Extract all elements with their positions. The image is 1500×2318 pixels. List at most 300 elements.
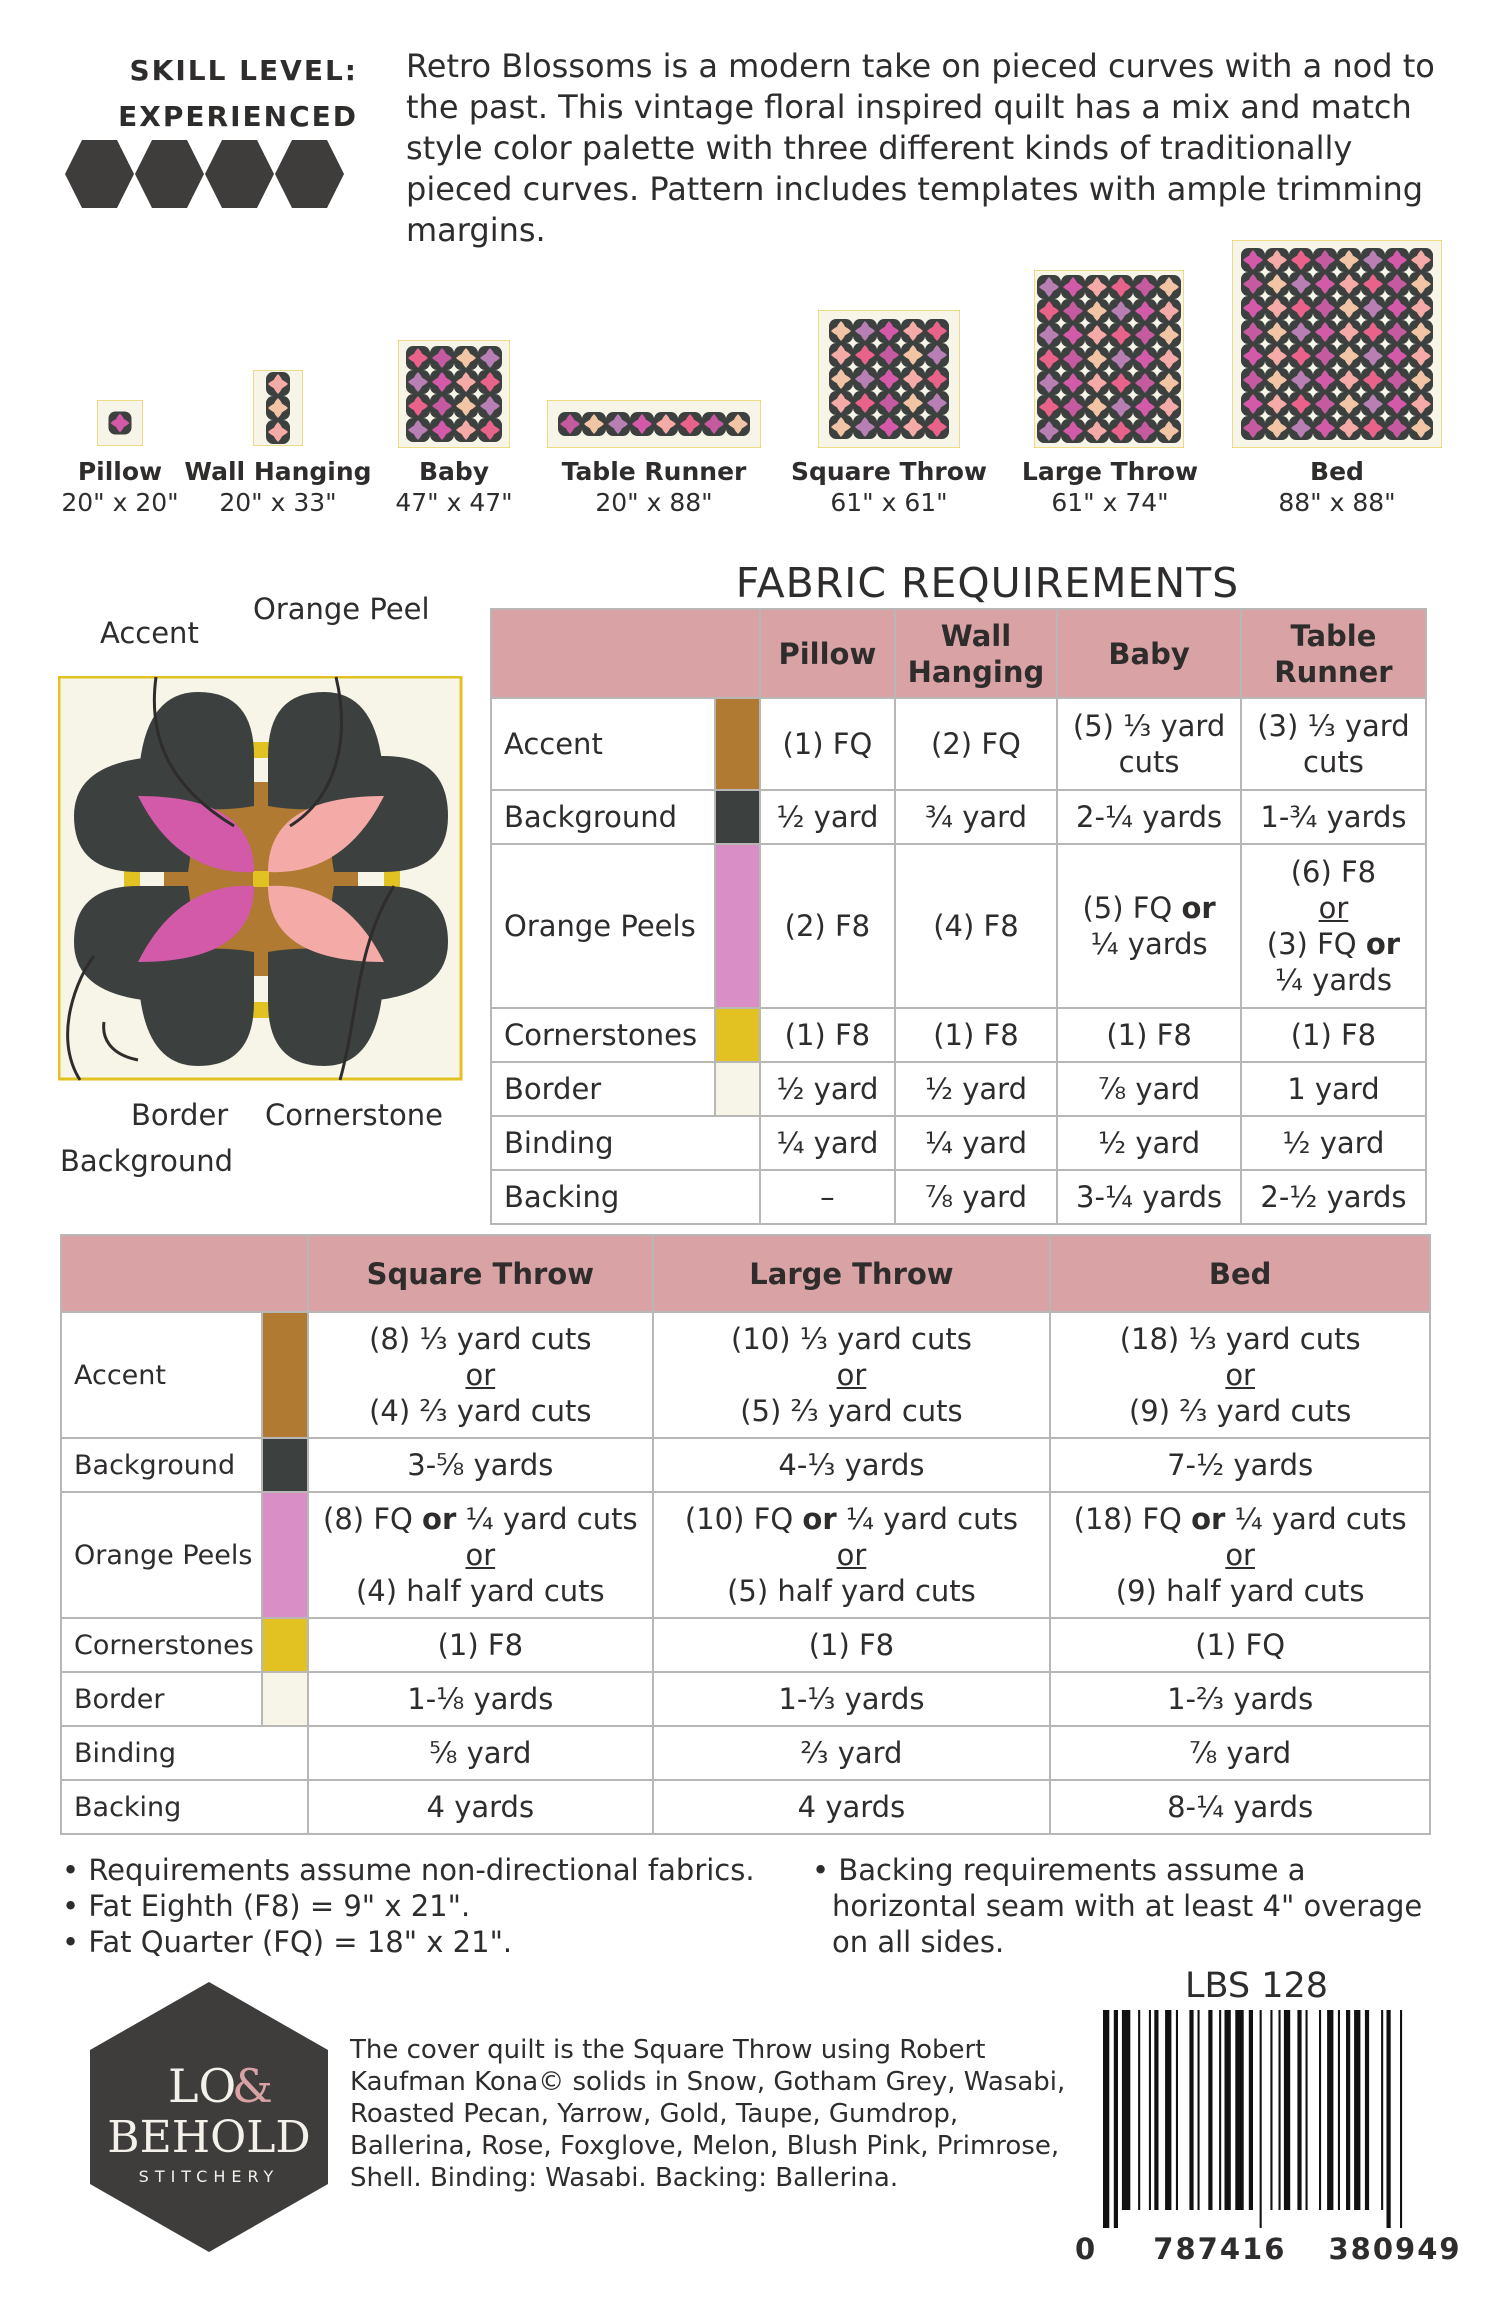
quilt-block bbox=[1361, 272, 1385, 296]
quilt-block bbox=[829, 391, 853, 415]
table-cell: 1 yard bbox=[1241, 1062, 1426, 1116]
quilt-block bbox=[1385, 368, 1409, 392]
note-line: • Backing requirements assume a bbox=[812, 1853, 1306, 1887]
quilt-block bbox=[1133, 347, 1157, 371]
quilt-block bbox=[1337, 344, 1361, 368]
quilt-block bbox=[901, 367, 925, 391]
table-cell: ½ yard bbox=[760, 790, 895, 844]
table-header-table-runner bbox=[1241, 609, 1426, 698]
table-cell: ½ yard bbox=[1057, 1116, 1241, 1170]
quilt-block bbox=[1109, 347, 1133, 371]
barcode-digits-left: 787416 bbox=[1153, 2232, 1287, 2266]
table-cell bbox=[653, 1492, 1051, 1618]
row-label-accent: Accent bbox=[61, 1312, 262, 1438]
cornerstone-top bbox=[253, 742, 269, 758]
note-line: • Fat Eighth (F8) = 9" x 21". bbox=[62, 1889, 471, 1923]
barcode-bar bbox=[1354, 2010, 1360, 2210]
table-cell bbox=[895, 698, 1058, 790]
quilt-block bbox=[1241, 416, 1265, 440]
barcode-bar bbox=[1279, 2010, 1281, 2210]
logo-ampersand: & bbox=[232, 2059, 273, 2113]
cell-line: (5) ⅔ yard cuts bbox=[740, 1394, 963, 1428]
cell-line: (18) ⅓ yard cuts bbox=[1119, 1322, 1361, 1356]
quilt-block bbox=[1241, 296, 1265, 320]
quilt-block bbox=[1085, 275, 1109, 299]
table-cell bbox=[653, 1312, 1051, 1438]
table-cell: (1) F8 bbox=[653, 1618, 1051, 1672]
skill-hexagon-2 bbox=[135, 140, 204, 208]
quilt-block bbox=[430, 418, 454, 442]
quilt-block bbox=[1109, 371, 1133, 395]
quilt-thumb-baby bbox=[398, 340, 510, 448]
cell-line: (3) FQ or bbox=[1266, 927, 1401, 961]
quilt-block bbox=[1085, 299, 1109, 323]
quilt-block bbox=[829, 367, 853, 391]
quilt-block bbox=[454, 394, 478, 418]
quilt-thumb-bed bbox=[1232, 240, 1442, 448]
quilt-block bbox=[925, 319, 949, 343]
barcode-digit-first: 0 bbox=[1075, 2232, 1098, 2266]
barcode-bar bbox=[1103, 2010, 1109, 2228]
table-header-bed: Bed bbox=[1050, 1235, 1430, 1312]
row-label-border: Border bbox=[61, 1672, 262, 1726]
callout-cornerstone: Cornerstone bbox=[265, 1098, 443, 1132]
fabric-table-small bbox=[490, 608, 1427, 1225]
size-dims: 20" x 33" bbox=[219, 488, 337, 517]
quilt-block bbox=[1337, 392, 1361, 416]
size-name: Bed bbox=[1310, 457, 1364, 486]
quilt-block bbox=[406, 346, 430, 370]
table-row bbox=[61, 1618, 1430, 1672]
logo-lo: LO bbox=[168, 2059, 237, 2113]
quilt-block bbox=[925, 391, 949, 415]
quilt-block bbox=[1037, 347, 1061, 371]
product-code: LBS 128 bbox=[1185, 1966, 1329, 2006]
quilt-block bbox=[1061, 395, 1085, 419]
table-header-row bbox=[491, 609, 1426, 698]
quilt-block bbox=[558, 412, 582, 436]
quilt-block bbox=[678, 412, 702, 436]
size-name: Baby bbox=[418, 457, 490, 486]
header-line: Runner bbox=[1274, 654, 1393, 689]
quilt-block bbox=[1409, 320, 1433, 344]
quilt-block bbox=[1133, 299, 1157, 323]
notes-left bbox=[62, 1852, 755, 1960]
table-cell bbox=[1241, 844, 1426, 1008]
quilt-block bbox=[1037, 371, 1061, 395]
row-label-binding: Binding bbox=[491, 1116, 760, 1170]
size-large-throw bbox=[1000, 456, 1220, 518]
quilt-block bbox=[1361, 416, 1385, 440]
swatch-cornerstones bbox=[715, 1008, 760, 1062]
size-dims: 88" x 88" bbox=[1278, 488, 1396, 517]
table-cell: (1) F8 bbox=[1057, 1008, 1241, 1062]
barcode-bar bbox=[1122, 2010, 1130, 2210]
cell-line: or bbox=[1225, 1358, 1255, 1392]
size-table-runner bbox=[544, 456, 764, 518]
quilt-block bbox=[1313, 248, 1337, 272]
quilt-block bbox=[1085, 323, 1109, 347]
logo-hexagon bbox=[90, 1982, 328, 2252]
header-line: Baby bbox=[1108, 636, 1190, 671]
intro-paragraph: Retro Blossoms is a modern take on pieced curves with a nod to the past. This vintage floral inspired quilt has a mix and match style color palette with three different kinds of traditionally pieced curves. Pattern includes templates with ample trimming margins. bbox=[406, 47, 1435, 249]
quilt-block bbox=[406, 394, 430, 418]
cell-line: or bbox=[1318, 891, 1349, 925]
barcode-bar bbox=[1154, 2010, 1158, 2210]
quilt-block bbox=[925, 367, 949, 391]
barcode-bar bbox=[1176, 2010, 1178, 2210]
row-label-binding: Binding bbox=[61, 1726, 308, 1780]
quilt-block bbox=[829, 343, 853, 367]
table-header-square-throw: Square Throw bbox=[308, 1235, 653, 1312]
quilt-block bbox=[1409, 296, 1433, 320]
quilt-block bbox=[1109, 419, 1133, 443]
cell-line: (2) FQ bbox=[931, 727, 1021, 761]
barcode-bar bbox=[1114, 2010, 1118, 2228]
fabric-requirements-title: FABRIC REQUIREMENTS bbox=[735, 559, 1240, 607]
cell-line: (4) ⅔ yard cuts bbox=[369, 1394, 592, 1428]
size-square-throw bbox=[774, 456, 1004, 518]
quilt-block bbox=[478, 418, 502, 442]
quilt-block bbox=[1133, 275, 1157, 299]
quilt-block bbox=[1265, 344, 1289, 368]
table-row bbox=[61, 1780, 1430, 1834]
size-dims: 20" x 88" bbox=[595, 488, 713, 517]
quilt-block bbox=[853, 319, 877, 343]
barcode-bar bbox=[1346, 2010, 1350, 2210]
quilt-block bbox=[1037, 323, 1061, 347]
table-row bbox=[491, 1170, 1426, 1224]
quilt-block bbox=[877, 415, 901, 439]
barcode-bar bbox=[1208, 2010, 1212, 2210]
cell-line: (18) FQ or ¼ yard cuts bbox=[1073, 1502, 1407, 1536]
size-dims: 61" x 74" bbox=[1051, 488, 1169, 517]
quilt-block bbox=[1061, 275, 1085, 299]
quilt-block bbox=[1061, 323, 1085, 347]
table-cell: 7-½ yards bbox=[1050, 1438, 1430, 1492]
cell-line: or bbox=[465, 1538, 496, 1572]
table-row bbox=[491, 1116, 1426, 1170]
quilt-block bbox=[1409, 248, 1433, 272]
barcode-bar bbox=[1327, 2010, 1333, 2210]
quilt-block bbox=[1313, 392, 1337, 416]
quilt-block bbox=[1241, 248, 1265, 272]
size-name: Large Throw bbox=[1021, 457, 1199, 486]
barcode-bar bbox=[1198, 2010, 1200, 2210]
quilt-block bbox=[1061, 371, 1085, 395]
table-cell bbox=[308, 1492, 653, 1618]
size-name: Wall Hanging bbox=[184, 457, 372, 486]
quilt-block bbox=[1337, 368, 1361, 392]
table-cell: ⅞ yard bbox=[1050, 1726, 1430, 1780]
table-cell: ¾ yard bbox=[895, 790, 1058, 844]
table-cell: (1) F8 bbox=[895, 1008, 1058, 1062]
quilt-block bbox=[1037, 419, 1061, 443]
quilt-block bbox=[1289, 296, 1313, 320]
swatch-background bbox=[262, 1438, 308, 1492]
header-line: Table bbox=[1290, 618, 1377, 653]
table-header-wall-hanging bbox=[895, 609, 1058, 698]
barcode-bar bbox=[1260, 2010, 1262, 2228]
barcode-bar bbox=[1365, 2010, 1369, 2210]
quilt-block bbox=[1337, 296, 1361, 320]
quilt-block bbox=[1241, 344, 1265, 368]
table-header-row bbox=[61, 1235, 1430, 1312]
cell-line: (9) ⅔ yard cuts bbox=[1128, 1394, 1352, 1428]
quilt-block bbox=[1157, 419, 1181, 443]
cell-line: (5) half yard cuts bbox=[727, 1574, 976, 1608]
quilt-block bbox=[901, 415, 925, 439]
table-cell bbox=[1241, 698, 1426, 790]
swatch-accent bbox=[715, 698, 760, 790]
quilt-block bbox=[1061, 347, 1085, 371]
quilt-block bbox=[582, 412, 606, 436]
table-row bbox=[491, 1008, 1426, 1062]
table-cell: 3-⅝ yards bbox=[308, 1438, 653, 1492]
table-header-blank bbox=[61, 1235, 308, 1312]
barcode-bar bbox=[1138, 2010, 1140, 2210]
quilt-block bbox=[430, 394, 454, 418]
size-dims: 47" x 47" bbox=[395, 488, 513, 517]
skill-hexagons bbox=[65, 134, 355, 214]
quilt-block bbox=[925, 415, 949, 439]
quilt-block bbox=[406, 370, 430, 394]
quilt-thumb-large-throw bbox=[1034, 270, 1184, 448]
quilt-block bbox=[1037, 395, 1061, 419]
quilt-block bbox=[1133, 395, 1157, 419]
cell-line: (6) F8 bbox=[1290, 855, 1377, 889]
swatch-border bbox=[715, 1062, 760, 1116]
quilt-block bbox=[1157, 299, 1181, 323]
size-name: Pillow bbox=[77, 457, 163, 486]
table-cell: 1-⅔ yards bbox=[1050, 1672, 1430, 1726]
table-row bbox=[61, 1672, 1430, 1726]
cell-line: (10) ⅓ yard cuts bbox=[731, 1322, 972, 1356]
quilt-block bbox=[1385, 296, 1409, 320]
quilt-block bbox=[454, 346, 478, 370]
table-cell bbox=[1050, 1492, 1430, 1618]
quilt-block bbox=[1109, 275, 1133, 299]
quilt-block bbox=[1085, 419, 1109, 443]
barcode-bar bbox=[1219, 2010, 1221, 2210]
barcode-bar bbox=[1284, 2010, 1290, 2210]
barcode-bar bbox=[1338, 2010, 1340, 2210]
quilt-block bbox=[406, 418, 430, 442]
table-cell: (1) FQ bbox=[1050, 1618, 1430, 1672]
quilt-block bbox=[1313, 344, 1337, 368]
cell-line: or bbox=[836, 1358, 867, 1392]
table-cell: (4) F8 bbox=[895, 844, 1058, 1008]
quilt-block bbox=[1409, 344, 1433, 368]
quilt-block bbox=[1109, 299, 1133, 323]
block-diagram bbox=[58, 676, 464, 1082]
cornerstone-right bbox=[384, 871, 400, 887]
quilt-block bbox=[430, 346, 454, 370]
table-cell: ⅔ yard bbox=[653, 1726, 1051, 1780]
cell-line: cuts bbox=[1118, 745, 1180, 779]
cell-line: cuts bbox=[1303, 745, 1364, 779]
quilt-thumb-pillow bbox=[97, 400, 143, 446]
table-cell: 2-½ yards bbox=[1241, 1170, 1426, 1224]
quilt-block bbox=[1133, 371, 1157, 395]
quilt-block bbox=[1409, 368, 1433, 392]
size-wall-hanging bbox=[180, 456, 376, 518]
note-line: • Fat Quarter (FQ) = 18" x 21". bbox=[62, 1925, 513, 1959]
barcode-bar bbox=[1149, 2010, 1151, 2210]
quilt-block bbox=[726, 412, 750, 436]
table-header-blank bbox=[491, 609, 760, 698]
quilt-block bbox=[1337, 320, 1361, 344]
quilt-block bbox=[1265, 272, 1289, 296]
quilt-block bbox=[1313, 320, 1337, 344]
barcode-bar bbox=[1165, 2010, 1171, 2210]
barcode-bar bbox=[1306, 2010, 1308, 2210]
quilt-block bbox=[1289, 248, 1313, 272]
quilt-block bbox=[853, 391, 877, 415]
table-row bbox=[491, 698, 1426, 790]
quilt-thumb-wall-hanging bbox=[253, 370, 303, 446]
header-line: Pillow bbox=[778, 636, 877, 671]
barcode-bar bbox=[1189, 2010, 1193, 2210]
quilt-block bbox=[1061, 299, 1085, 323]
table-cell: ⅝ yard bbox=[308, 1726, 653, 1780]
quilt-block bbox=[1361, 248, 1385, 272]
cell-line: (9) half yard cuts bbox=[1115, 1574, 1365, 1608]
swatch-background bbox=[715, 790, 760, 844]
cell-line: or bbox=[465, 1358, 496, 1392]
quilt-block bbox=[829, 415, 853, 439]
cornerstone-center bbox=[253, 871, 269, 887]
row-label-cornerstones: Cornerstones bbox=[491, 1008, 715, 1062]
quilt-block bbox=[430, 370, 454, 394]
callout-border: Border bbox=[131, 1098, 229, 1132]
quilt-block bbox=[1337, 248, 1361, 272]
quilt-block bbox=[1265, 416, 1289, 440]
quilt-block bbox=[1385, 392, 1409, 416]
skill-hexagon-3 bbox=[205, 140, 274, 208]
table-cell: 1-¾ yards bbox=[1241, 790, 1426, 844]
quilt-block bbox=[1289, 320, 1313, 344]
quilt-block bbox=[1313, 368, 1337, 392]
quilt-block bbox=[1361, 368, 1385, 392]
quilt-block bbox=[1313, 272, 1337, 296]
table-cell: 2-¼ yards bbox=[1057, 790, 1241, 844]
swatch-orange-peels bbox=[262, 1492, 308, 1618]
fabric-table-large bbox=[60, 1234, 1431, 1835]
cell-line: (8) FQ or ¼ yard cuts bbox=[323, 1502, 638, 1536]
table-header-baby bbox=[1057, 609, 1241, 698]
quilt-block bbox=[1241, 320, 1265, 344]
cell-line: (5) ⅓ yard bbox=[1072, 709, 1226, 743]
callout-background: Background bbox=[60, 1144, 234, 1178]
quilt-block bbox=[853, 367, 877, 391]
barcode-bar bbox=[1297, 2010, 1301, 2210]
quilt-block bbox=[1157, 275, 1181, 299]
header-line: Hanging bbox=[907, 654, 1045, 689]
table-row bbox=[491, 844, 1426, 1008]
quilt-block bbox=[1265, 368, 1289, 392]
table-cell: 8-¼ yards bbox=[1050, 1780, 1430, 1834]
cell-line: ¼ yards bbox=[1090, 927, 1208, 961]
skill-level-line2: EXPERIENCED bbox=[118, 100, 358, 133]
quilt-block bbox=[1241, 392, 1265, 416]
quilt-block bbox=[877, 367, 901, 391]
quilt-block bbox=[1385, 416, 1409, 440]
quilt-block bbox=[266, 420, 290, 444]
quilt-block bbox=[1265, 248, 1289, 272]
quilt-block bbox=[702, 412, 726, 436]
table-header-large-throw: Large Throw bbox=[653, 1235, 1051, 1312]
quilt-block bbox=[1085, 371, 1109, 395]
skill-hexagon-1 bbox=[65, 140, 134, 208]
table-cell: ¼ yard bbox=[895, 1116, 1058, 1170]
logo-stitchery: STITCHERY bbox=[138, 2167, 280, 2186]
table-cell bbox=[760, 698, 895, 790]
swatch-accent bbox=[262, 1312, 308, 1438]
quilt-block bbox=[1265, 392, 1289, 416]
table-row bbox=[61, 1312, 1430, 1438]
row-label-cornerstones: Cornerstones bbox=[61, 1618, 262, 1672]
size-dims: 20" x 20" bbox=[61, 488, 179, 517]
quilt-block bbox=[1133, 419, 1157, 443]
barcode-bar bbox=[1319, 2010, 1321, 2210]
quilt-thumb-square-throw bbox=[818, 310, 960, 448]
quilt-block bbox=[1289, 272, 1313, 296]
quilt-block bbox=[1037, 299, 1061, 323]
table-cell: 3-¼ yards bbox=[1057, 1170, 1241, 1224]
quilt-block bbox=[1313, 416, 1337, 440]
row-label-accent: Accent bbox=[491, 698, 715, 790]
note-line: on all sides. bbox=[832, 1925, 1005, 1959]
quilt-block bbox=[1313, 296, 1337, 320]
header-line: Wall bbox=[940, 618, 1012, 653]
row-label-orange-peels: Orange Peels bbox=[61, 1492, 262, 1618]
quilt-block bbox=[1085, 395, 1109, 419]
size-name: Square Throw bbox=[790, 457, 987, 486]
cell-line: or bbox=[1225, 1538, 1255, 1572]
table-cell: ⅞ yard bbox=[895, 1170, 1058, 1224]
quilt-block bbox=[1337, 272, 1361, 296]
quilt-block bbox=[1157, 323, 1181, 347]
quilt-block bbox=[1289, 392, 1313, 416]
cornerstone-bottom bbox=[253, 1002, 269, 1018]
quilt-block bbox=[853, 343, 877, 367]
swatch-border bbox=[262, 1672, 308, 1726]
quilt-block bbox=[1157, 371, 1181, 395]
quilt-block bbox=[606, 412, 630, 436]
quilt-block bbox=[1109, 323, 1133, 347]
table-cell: ¼ yard bbox=[760, 1116, 895, 1170]
table-cell: (1) F8 bbox=[1241, 1008, 1426, 1062]
table-row bbox=[61, 1438, 1430, 1492]
cell-line: (4) half yard cuts bbox=[355, 1574, 605, 1608]
callout-accent: Accent bbox=[100, 616, 199, 650]
row-label-background: Background bbox=[61, 1438, 262, 1492]
quilt-block bbox=[1157, 347, 1181, 371]
row-label-backing: Backing bbox=[61, 1780, 308, 1834]
size-dims: 61" x 61" bbox=[830, 488, 948, 517]
cell-line: (8) ⅓ yard cuts bbox=[369, 1322, 592, 1356]
cell-line: (5) FQ or bbox=[1082, 891, 1216, 925]
quilt-block bbox=[1361, 392, 1385, 416]
cell-line: ¼ yards bbox=[1274, 963, 1393, 997]
table-header-pillow bbox=[760, 609, 895, 698]
row-label-border: Border bbox=[491, 1062, 715, 1116]
quilt-block bbox=[1265, 296, 1289, 320]
quilt-block bbox=[630, 412, 654, 436]
quilt-block bbox=[1385, 320, 1409, 344]
quilt-block bbox=[1265, 320, 1289, 344]
